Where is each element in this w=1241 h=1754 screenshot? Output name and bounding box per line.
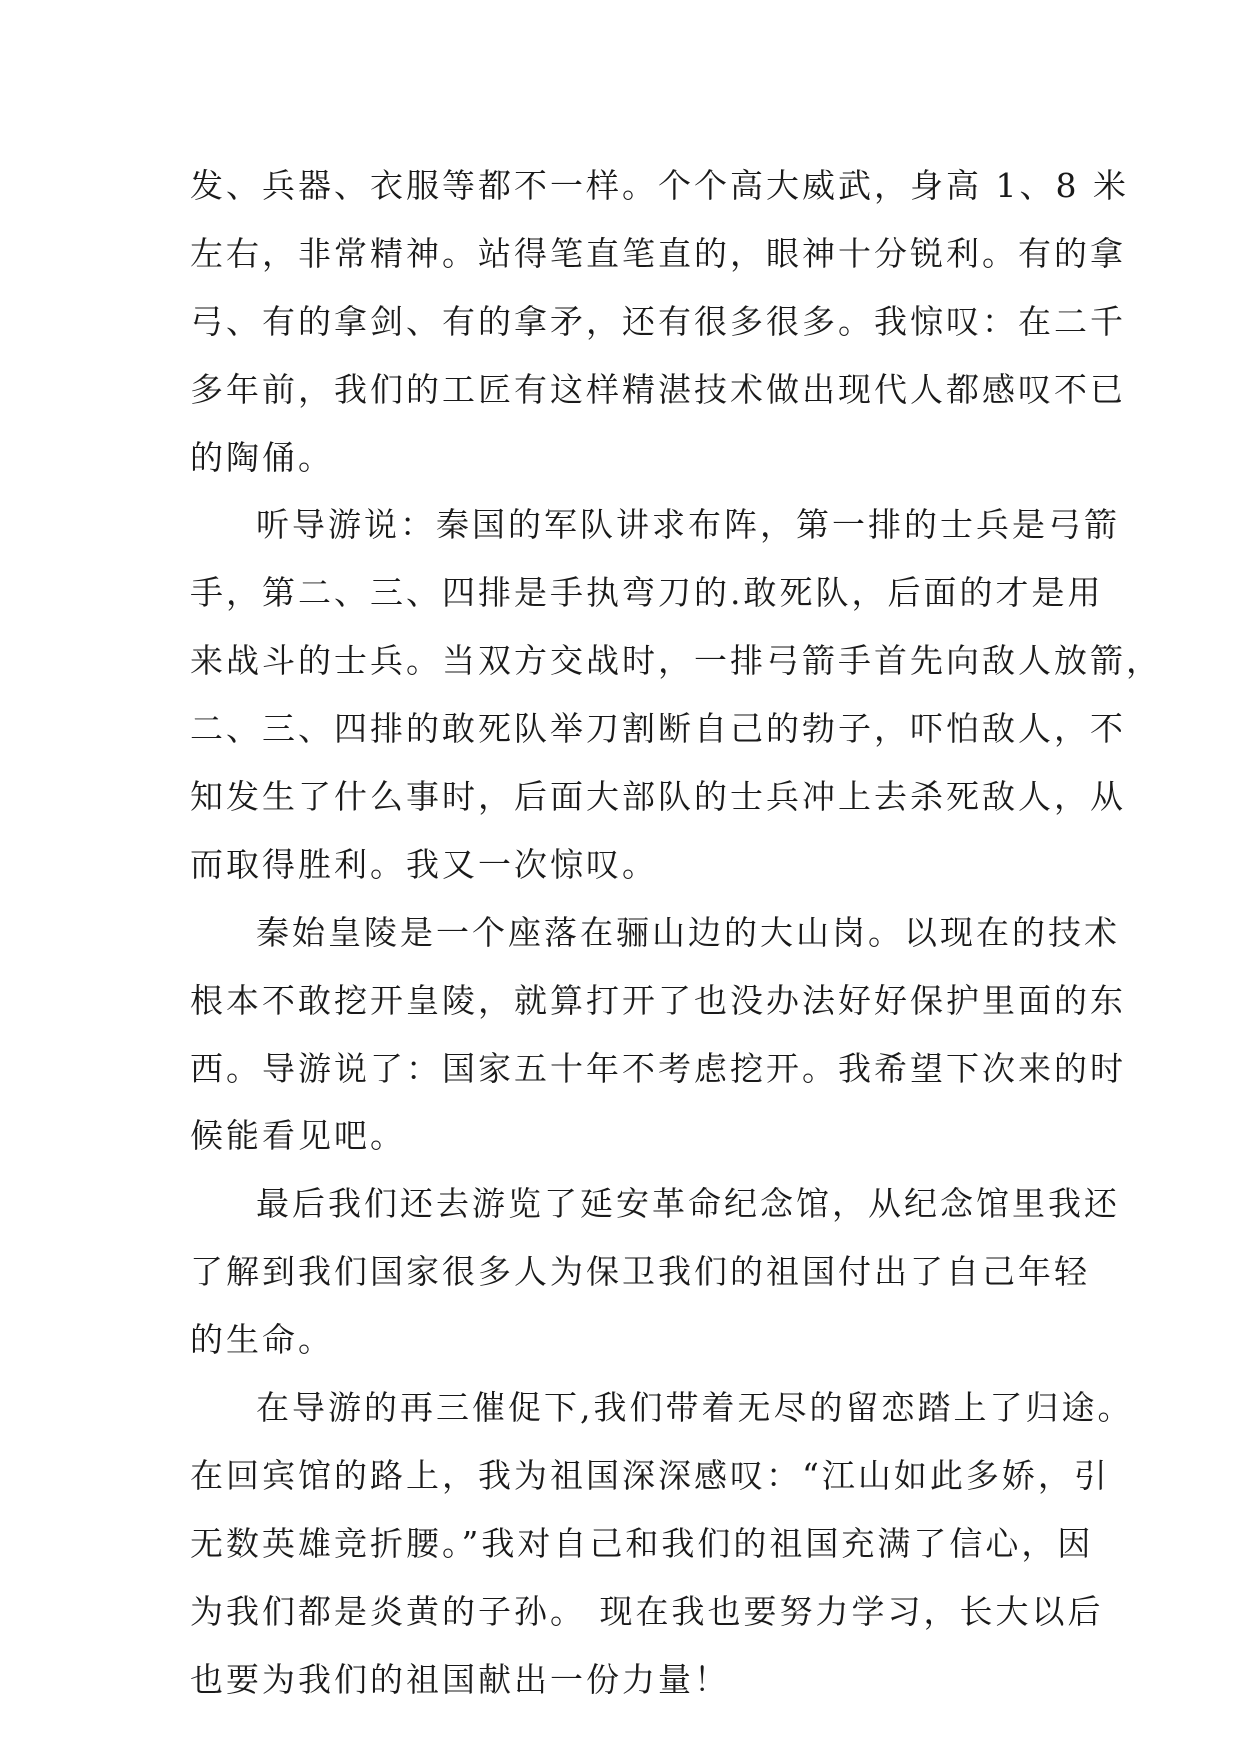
text-line: 知发生了什么事时，后面大部队的士兵冲上去杀死敌人，从 — [190, 777, 1126, 817]
text-line: 二、三、四排的敢死队举刀割断自己的勃子，吓怕敌人，不 — [190, 709, 1126, 749]
paragraph-start-line: 听导游说：秦国的军队讲求布阵，第一排的士兵是弓箭 — [256, 505, 1120, 545]
text-line: 西。导游说了：国家五十年不考虑挖开。我希望下次来的时 — [190, 1048, 1126, 1088]
text-line: 弓、有的拿剑、有的拿矛，还有很多很多。我惊叹：在二千 — [190, 301, 1126, 341]
text-line: 在回宾馆的路上，我为祖国深深感叹：“江山如此多娇，引 — [190, 1455, 1110, 1495]
text-line: 根本不敢挖开皇陵，就算打开了也没办法好好保护里面的东 — [190, 980, 1126, 1020]
text-line: 多年前，我们的工匠有这样精湛技术做出现代人都感叹不已 — [190, 369, 1126, 409]
text-line: 为我们都是炎黄的子孙。 现在我也要努力学习，长大以后 — [190, 1591, 1104, 1631]
text-line: 了解到我们国家很多人为保卫我们的祖国付出了自己年轻 — [190, 1252, 1090, 1292]
paragraph-start-line: 秦始皇陵是一个座落在骊山边的大山岗。以现在的技术 — [256, 912, 1120, 952]
text-line: 而取得胜利。我又一次惊叹。 — [190, 844, 658, 884]
text-line: 发、兵器、衣服等都不一样。个个高大威武，身高 1、8 米 — [190, 166, 1129, 205]
paragraph-start-line: 最后我们还去游览了延安革命纪念馆，从纪念馆里我还 — [256, 1184, 1120, 1224]
text-line: 候能看见吧。 — [190, 1116, 406, 1156]
text-line: 的生命。 — [190, 1320, 334, 1360]
essay-body — [190, 152, 1162, 1713]
text-line: 手，第二、三、四排是手执弯刀的.敢死队，后面的才是用 — [190, 573, 1104, 613]
text-line: 左右，非常精神。站得笔直笔直的，眼神十分锐利。有的拿 — [190, 233, 1126, 273]
text-line: 无数英雄竞折腰。”我对自己和我们的祖国充满了信心，因 — [190, 1523, 1094, 1563]
paragraph-start-line: 在导游的再三催促下,我们带着无尽的留恋踏上了归途。 — [256, 1388, 1134, 1428]
text-line: 来战斗的士兵。当双方交战时，一排弓箭手首先向敌人放箭， — [190, 641, 1162, 681]
text-line: 也要为我们的祖国献出一份力量！ — [190, 1659, 730, 1699]
text-line: 的陶俑。 — [190, 437, 334, 477]
